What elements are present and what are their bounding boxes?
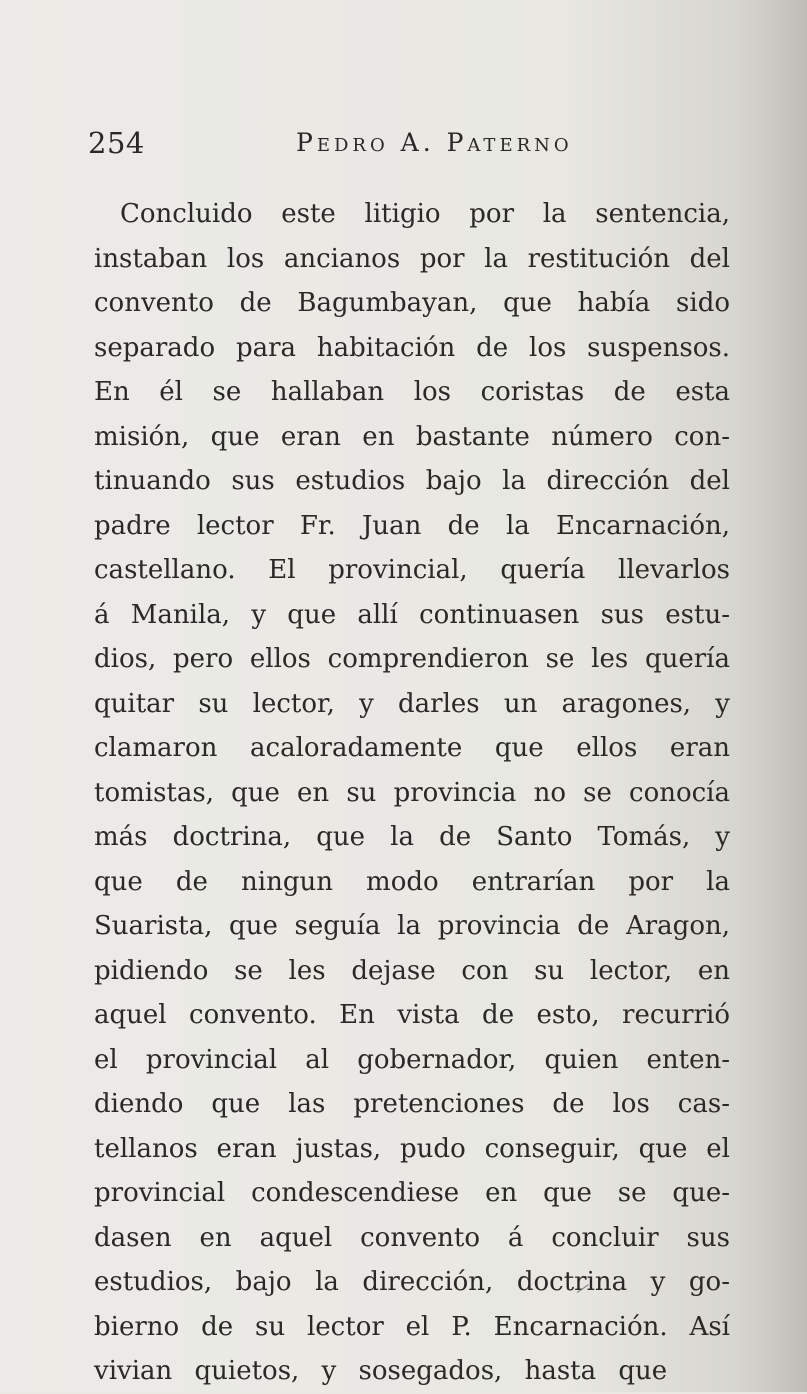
text-line: instaban los ancianos por la restitución del [94, 243, 730, 274]
text-line: Suarista, que seguía la provincia de Aragon, [94, 911, 730, 941]
text-line: más doctrina, que la de Santo Tomás, y [94, 822, 730, 852]
page-edge-shadow [737, 0, 807, 1392]
text-line: Concluido este litigio por la sentencia, [120, 199, 730, 229]
text-line: padre lector Fr. Juan de la Encarnación, [94, 510, 730, 541]
text-line: pidiendo se les dejase con su lector, en [94, 955, 730, 986]
page-header [88, 126, 728, 166]
text-line: En él se hallaban los coristas de esta [94, 377, 730, 407]
text-line: bierno de su lector el P. Encarnación. Así [94, 1311, 730, 1342]
text-line: que de ningun modo entrarían por la [94, 866, 730, 897]
text-line: aquel convento. En vista de esto, recurrió [94, 1000, 730, 1030]
text-line: tomistas, que en su provincia no se conocía [94, 777, 730, 808]
text-line: vivian quietos, y sosegados, hasta que [94, 1356, 668, 1386]
text-line: dios, pero ellos comprendieron se les quería [94, 644, 730, 674]
text-line: convento de Bagumbayan, que había sido [94, 288, 730, 318]
text-line: estudios, bajo la dirección, doctrina y go- [94, 1267, 730, 1297]
text-line: diendo que las pretenciones de los cas- [94, 1089, 730, 1119]
text-line: clamaron acaloradamente que ellos eran [94, 733, 730, 763]
text-line: á Manila, y que allí continuasen sus estu- [94, 599, 730, 630]
running-head: Pedro A. Paterno [296, 128, 573, 157]
text-line: tellanos eran justas, pudo conseguir, que el [94, 1133, 730, 1164]
text-line: dasen en aquel convento á concluir sus [94, 1222, 730, 1253]
page-number: 254 [88, 126, 145, 160]
text-line: el provincial al gobernador, quien enten- [94, 1044, 730, 1075]
text-line: misión, que eran en bastante número con- [94, 421, 730, 452]
body-text [94, 192, 730, 1394]
text-line: tinuando sus estudios bajo la dirección del [94, 466, 730, 496]
text-line: provincial condescendiese en que se que- [94, 1178, 730, 1208]
text-line: separado para habitación de los suspensos. [94, 332, 730, 363]
text-line: quitar su lector, y darles un aragones, y [94, 688, 730, 719]
text-line: castellano. El provincial, quería llevarlos [94, 555, 730, 585]
